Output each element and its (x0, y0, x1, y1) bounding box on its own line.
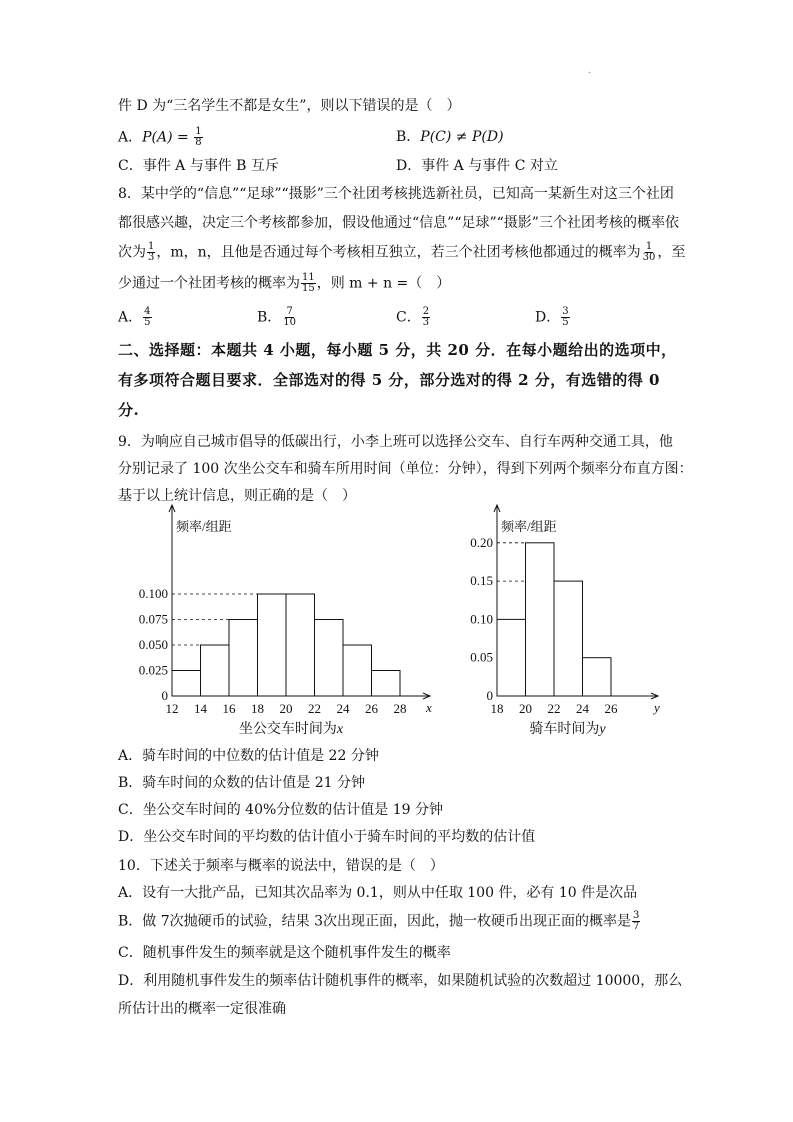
histogram-bar (258, 594, 287, 696)
x-axis-caption-text: 坐公交车时间为 (238, 722, 337, 737)
q7-option-a (118, 127, 204, 148)
q8-option-a-label: A． (118, 309, 143, 326)
q8-option-a-fraction: $\frac{4}{5}$ (144, 306, 151, 328)
q8-option-c-fraction: $\frac{2}{3}$ (422, 306, 430, 328)
y-tick-label: 0.10 (470, 611, 493, 627)
y-tick-label: 0.025 (138, 662, 168, 678)
q8-line4-text-b: ，则 m + n =（ ） (316, 275, 451, 292)
q7-option-c-text: 事件 A 与事件 B 互斥 (142, 158, 279, 174)
x-axis-caption-variable: y (599, 722, 606, 737)
y-tick-label: 0.05 (470, 649, 493, 665)
x-axis-caption (529, 720, 606, 737)
q7-option-d-label: D． (396, 158, 422, 174)
x-axis-arrow (423, 693, 430, 699)
q8-stem-line2: 都很感兴趣，决定三个考核都参加，假设他通过“信息”“足球”“摄影”三个社团考核的概率依 (118, 215, 679, 231)
q7-option-a-label: A． (118, 129, 143, 146)
q7-option-d-text: 事件 A 与事件 C 对立 (421, 158, 558, 174)
q7-option-b-text: P(C) ≠ P(D) (420, 129, 504, 145)
x-axis-variable: y (654, 700, 660, 715)
x-axis-caption-text: 骑车时间为 (529, 722, 600, 737)
histogram-bar (343, 645, 372, 696)
histogram-bar (172, 671, 201, 697)
q8-fraction-one-third: $\frac{1}{3}$ (148, 241, 155, 263)
y-tick-label: 0.100 (138, 586, 168, 601)
q7-stem: 件 D 为“三名学生不都是女生”，则以下错误的是（ ） (118, 98, 461, 114)
x-tick-label: 20 (519, 701, 532, 716)
page-marker: · (588, 68, 592, 79)
x-tick-label: 26 (365, 701, 378, 716)
y-tick-label: 0 (161, 688, 168, 703)
q8-fraction-one-thirtieth: $\frac{1}{30}$ (642, 241, 656, 263)
q10-option-b-text: B．做 7次抛硬币的试验，结果 3次出现正面，因此，抛一枚硬币出现正面的概率是 (118, 913, 632, 930)
q8-option-d-fraction: $\frac{3}{5}$ (562, 306, 569, 328)
x-tick-label: 28 (393, 701, 407, 716)
q10-option-c: C．随机事件发生的频率就是这个随机事件发生的概率 (118, 945, 451, 961)
x-axis-variable: x (426, 700, 432, 715)
q7-option-b (396, 127, 504, 147)
q8-option-c (396, 307, 431, 328)
y-axis-title: 频率/组距 (501, 519, 557, 534)
q7-option-d (396, 156, 558, 176)
q8-line3-text-a: 次为 (118, 244, 146, 261)
x-tick-label: 24 (336, 701, 350, 716)
q9-option-c: C．坐公交车时间的 40%分位数的估计值是 19 分钟 (118, 802, 443, 818)
x-tick-label: 22 (308, 701, 321, 716)
x-axis-caption (239, 720, 344, 737)
q9-stem-line1: 9．为响应自己城市倡导的低碳出行，小李上班可以选择公交车、自行车两种交通工具，他 (118, 434, 673, 450)
q8-option-b-fraction: $\frac{7}{10}$ (283, 306, 297, 328)
y-axis-title: 频率/组距 (176, 519, 232, 534)
q10-option-b-fraction: $\frac{3}{7}$ (633, 910, 640, 932)
y-tick-label: 0.20 (470, 534, 493, 550)
x-tick-label: 26 (604, 701, 618, 716)
q8-stem-line3 (118, 242, 685, 263)
q8-option-d-label: D． (535, 309, 561, 326)
histogram-bar (372, 671, 401, 697)
q8-fraction-eleven-fifteenths: $\frac{11}{15}$ (302, 272, 315, 294)
q9-option-b: B．骑车时间的众数的估计值是 21 分钟 (118, 775, 366, 791)
section2-heading-line2: 有多项符合题目要求．全部选对的得 5 分，部分选对的得 2 分，有选错的得 0 (118, 371, 660, 389)
q8-option-b-label: B． (257, 309, 282, 326)
x-tick-label: 20 (279, 701, 293, 716)
histogram-bar (583, 658, 612, 696)
y-tick-label: 0 (486, 688, 493, 703)
histogram-bar (286, 594, 315, 696)
x-tick-label: 18 (490, 701, 504, 716)
q9-option-a: A．骑车时间的中位数的估计值是 22 分钟 (118, 748, 379, 764)
x-axis-caption-variable: x (336, 722, 344, 737)
q8-stem-line1: 8．某中学的“信息”“足球”“摄影”三个社团考核挑选新社员，已知高一某新生对这三个社团 (118, 186, 674, 202)
q10-option-d-line2: 所估计出的概率一定很准确 (118, 1001, 286, 1017)
q7-option-b-label: B． (396, 129, 421, 145)
x-tick-label: 22 (547, 701, 561, 716)
y-tick-label: 0.050 (138, 637, 168, 652)
histogram-bar (201, 645, 230, 696)
q7-option-a-text: P(A) = (142, 129, 194, 146)
q7-option-c-label: C． (118, 158, 143, 174)
section2-heading-line1: 二、选择题：本题共 4 小题，每小题 5 分，共 20 分．在每小题给出的选项中， (118, 341, 677, 359)
q10-stem: 10．下述关于频率与概率的说法中，错误的是（ ） (118, 858, 444, 874)
y-tick-label: 0.075 (138, 611, 168, 627)
q8-option-c-label: C． (396, 309, 421, 326)
q9-option-d: D．坐公交车时间的平均数的估计值小于骑车时间的平均数的估计值 (118, 829, 536, 845)
q7-option-a-fraction: $\frac{1}{8}$ (195, 126, 202, 148)
q8-option-b (257, 307, 298, 328)
x-tick-label: 18 (251, 701, 264, 716)
y-axis-arrow (494, 505, 500, 512)
x-tick-label: 12 (165, 701, 179, 716)
q9-stem-line3: 基于以上统计信息，则正确的是（ ） (118, 488, 356, 504)
q8-line3-text-b: ，m，n，且他是否通过每个考核相互独立，若三个社团考核他都通过的概率为 (156, 244, 641, 261)
x-tick-label: 24 (576, 701, 589, 716)
x-tick-label: 16 (222, 701, 236, 716)
q8-line3-text-c: ，至 (657, 244, 686, 261)
histogram-bar (497, 619, 526, 696)
q9-stem-line2: 分别记录了 100 次坐公交车和骑车所用时间（单位：分钟），得到下列两个频率分布直方图： (118, 461, 693, 477)
q8-option-d (535, 307, 571, 328)
q7-option-c (118, 156, 279, 176)
x-axis-arrow (651, 693, 658, 699)
q8-stem-line4 (118, 273, 450, 294)
q8-line4-text-a: 少通过一个社团考核的概率为 (118, 275, 300, 292)
histogram-bar (554, 581, 583, 696)
q10-option-b (118, 911, 641, 932)
histogram-bar (526, 543, 555, 696)
section2-heading-line3: 分. (118, 401, 140, 419)
histogram-bar (229, 620, 258, 697)
q8-option-a (118, 307, 153, 328)
x-tick-label: 14 (194, 701, 207, 716)
y-axis-arrow (169, 505, 175, 512)
y-tick-label: 0.15 (470, 573, 493, 589)
q10-option-d-line1: D．利用随机事件发生的频率估计随机事件的概率，如果随机试验的次数超过 10000，那么 (118, 973, 683, 989)
histogram-bar (315, 620, 344, 697)
q10-option-a: A．设有一大批产品，已知其次品率为 0.1，则从中任取 100 件，必有 10 件是次品 (118, 885, 638, 901)
